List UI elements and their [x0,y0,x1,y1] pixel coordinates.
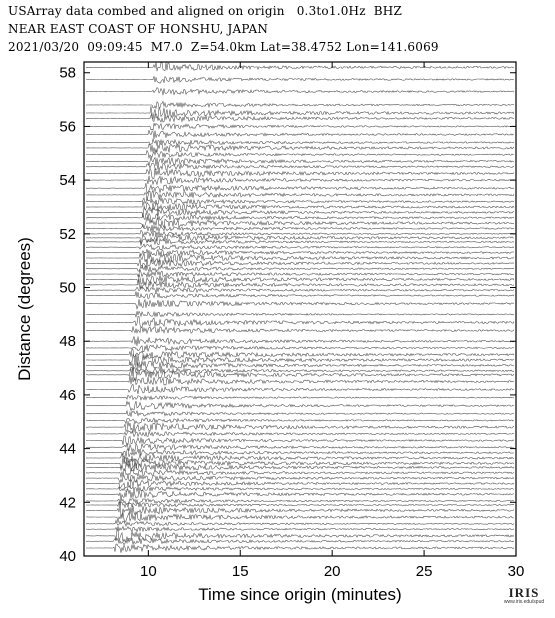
plot-frame [84,62,516,556]
seismic-trace [86,529,514,542]
seismic-trace [86,76,514,83]
seismic-trace [86,249,514,257]
y-axis-title: Distance (degrees) [15,237,34,381]
seismic-trace [86,354,514,366]
seismic-trace [86,326,514,333]
seismic-trace [86,520,514,526]
y-tick-label: 42 [59,494,76,512]
y-tick-label: 44 [59,440,76,458]
seismic-trace [86,168,514,179]
seismic-trace [86,123,514,130]
y-tick-label: 40 [59,548,76,565]
seismic-trace [86,62,514,71]
seismic-trace [86,287,514,293]
seismic-trace [86,244,514,250]
seismic-traces [86,62,514,553]
seismic-trace [86,316,514,327]
seismic-trace [86,156,514,166]
seismic-trace [86,201,514,211]
header-line-1: USArray data combed and aligned on origin 0.3to1.0Hz BHZ [8,4,402,18]
x-tick-label: 20 [323,563,341,580]
header-line-2: NEAR EAST COAST OF HONSHU, JAPAN [8,22,269,36]
logo-url: www.iris.edu/spud [503,599,545,605]
seismic-trace [86,369,514,381]
seismic-trace [86,265,514,272]
seismic-trace [86,274,514,285]
seismic-trace [86,411,514,417]
x-axis-ticks [140,62,524,580]
seismic-trace [86,526,514,531]
seismic-trace [86,218,514,229]
seismic-trace [86,468,514,477]
y-tick-label: 56 [59,118,76,136]
seismic-trace [86,230,514,236]
seismic-trace [86,474,514,482]
seismic-trace [86,513,514,523]
x-axis-title: Time since origin (minutes) [198,585,402,604]
seismic-trace [86,538,514,545]
seismic-trace [86,88,514,96]
seismic-trace [86,544,514,553]
seismic-trace [86,143,514,153]
seismic-trace [86,436,514,445]
header-line-3: 2021/03/20 09:09:45 M7.0 Z=54.0km Lat=38.4752 Lon=141.6069 [8,40,439,54]
seismic-trace [86,213,514,222]
seismic-trace [86,395,514,400]
seismic-trace [86,361,514,370]
seismic-trace [86,401,514,410]
seismic-trace [86,101,514,108]
x-tick-label: 10 [139,563,157,580]
seismic-trace [86,498,514,505]
seismic-trace [86,151,514,158]
seismic-trace [86,418,514,424]
seismic-trace [86,224,514,232]
seismic-trace [86,190,514,200]
seismic-trace [86,253,514,263]
x-tick-label: 25 [415,563,433,580]
seismic-trace [86,291,514,298]
x-tick-label: 30 [507,563,525,580]
seismic-trace [86,375,514,385]
seismic-trace [86,311,514,317]
seismic-trace [86,130,514,139]
y-tick-label: 58 [59,64,76,82]
seismic-trace [86,443,514,451]
y-tick-label: 46 [59,386,76,404]
seismic-trace [86,139,514,146]
seismic-trace [86,502,514,508]
y-tick-label: 52 [59,225,76,243]
seismic-trace [86,270,514,277]
y-tick-label: 48 [59,333,76,351]
iris-logo [498,586,550,606]
seismic-trace [86,198,514,205]
y-tick-label: 50 [59,279,76,297]
y-tick-label: 54 [59,172,76,190]
logo-text: IRIS [508,585,540,600]
seismic-trace [86,421,514,433]
x-tick-label: 15 [231,563,249,580]
seismic-trace [86,299,514,309]
seismic-trace [86,345,514,352]
seismic-trace [86,336,514,346]
seismic-trace [86,176,514,185]
seismic-trace [86,384,514,394]
